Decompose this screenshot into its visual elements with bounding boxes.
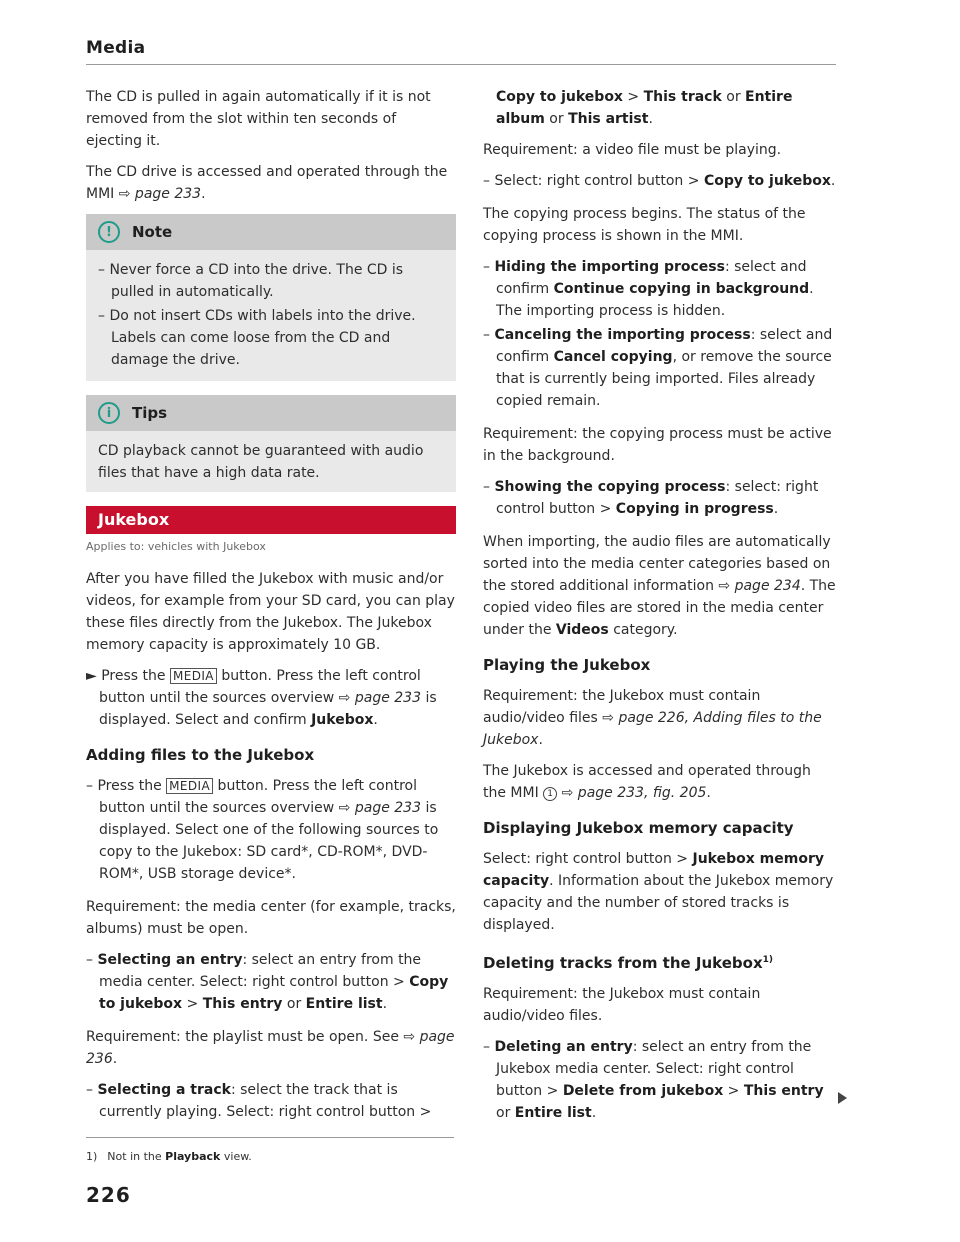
section-title: Media [86, 38, 146, 58]
paragraph: The Jukebox is accessed and operated through the MMI 1 ⇨ page 233, fig. 205. [483, 763, 811, 801]
footnote-rule [86, 1137, 454, 1138]
note-title: Note [132, 223, 173, 241]
applies-to: Applies to: vehicles with Jukebox [86, 540, 266, 553]
subheading: Displaying Jukebox memory capacity [483, 819, 794, 837]
warning-icon: ! [98, 221, 120, 243]
paragraph: Copy to jukebox > This track or Entire album or This artist. [496, 89, 793, 127]
paragraph: Requirement: a video file must be playing. [483, 142, 782, 158]
page-number: 226 [86, 1183, 131, 1207]
step-item: ► Press the MEDIA button. Press the left control button until the sources overview ⇨ page 233 is displayed. Select and confirm Jukebox. [86, 668, 437, 728]
paragraph: The CD drive is accessed and operated through the MMI ⇨ page 233. [86, 164, 448, 202]
media-button: MEDIA [166, 778, 213, 794]
list-item: – Selecting a track: select the track that is currently playing. Select: right control button > [86, 1082, 432, 1120]
header-rule [86, 64, 836, 65]
note-item: – Never force a CD into the drive. The CD is pulled in automatically. [98, 262, 404, 300]
footnote-ref: 1) [762, 955, 774, 965]
page-link[interactable]: ⇨ page 233 [118, 186, 202, 202]
jukebox-heading: Jukebox [86, 506, 456, 534]
list-item: – Canceling the importing process: select and confirm Cancel copying, or remove the source that is currently being imported. Files already copied remain. [483, 327, 833, 409]
page-link[interactable]: ⇨ page 233 [338, 690, 421, 706]
subheading: Adding files to the Jukebox [86, 746, 315, 764]
callout-number: 1 [543, 787, 557, 801]
page-link[interactable]: ⇨ page 226, Adding files to the Jukebox [483, 710, 822, 748]
continue-arrow-icon [838, 1092, 847, 1104]
page-link[interactable]: ⇨ page 236 [86, 1029, 455, 1067]
tips-text: CD playback cannot be guaranteed with audio files that have a high data rate. [98, 443, 424, 481]
footnote: 1) Not in the Playback view. [86, 1150, 252, 1163]
note-box [86, 214, 456, 381]
page-link[interactable]: ⇨ page 234 [718, 578, 801, 594]
subheading: Deleting tracks from the Jukebox$^{1)}$ [483, 954, 774, 972]
paragraph: Requirement: the copying process must be active in the background. [483, 426, 832, 464]
paragraph: Select: right control button > Jukebox memory capacity. Information about the Jukebox memory capacity and the number of stored tracks is displayed. [483, 851, 834, 933]
paragraph: Requirement: the Jukebox must contain audio/video files. [483, 986, 761, 1024]
paragraph: After you have filled the Jukebox with music and/or videos, for example from your SD card, you can play these files directly from the Jukebox. The Jukebox memory capacity is approximately 10 GB. [86, 571, 455, 653]
left-column [86, 86, 456, 1125]
tips-header [86, 395, 456, 431]
paragraph: Requirement: the playlist must be open. See ⇨ page 236. [86, 1029, 455, 1067]
subheading: Playing the Jukebox [483, 656, 651, 674]
list-item: – Hiding the importing process: select and confirm Continue copying in background. The importing process is hidden. [483, 259, 814, 319]
list-item: – Showing the copying process: select: right control button > Copying in progress. [483, 479, 819, 517]
paragraph: Requirement: the media center (for example, tracks, albums) must be open. [86, 899, 456, 937]
paragraph: Requirement: the Jukebox must contain audio/video files ⇨ page 226, Adding files to the Jukebox. [483, 688, 822, 748]
list-item: – Press the MEDIA button. Press the left control button until the sources overview ⇨ page 233 is displayed. Select one of the following sources to copy to the Jukebox: SD card*, CD-ROM*, DVD-ROM*, USB storage device*. [86, 778, 439, 882]
tips-box [86, 395, 456, 492]
media-button: MEDIA [170, 668, 217, 684]
paragraph: The copying process begins. The status of the copying process is shown in the MMI. [483, 206, 806, 244]
page-link[interactable]: ⇨ page 233 [338, 800, 421, 816]
page-link[interactable]: ⇨ page 233, fig. 205 [557, 785, 707, 801]
list-item: – Select: right control button > Copy to jukebox. [483, 173, 836, 189]
tips-title: Tips [132, 404, 168, 422]
paragraph: When importing, the audio files are automatically sorted into the media center categories based on the stored additional information ⇨ page 234. The copied video files are stored in the media center under the Videos category. [483, 534, 836, 638]
list-item: – Selecting an entry: select an entry from the media center. Select: right control button > Copy to jukebox > This entry or Entire list. [86, 952, 449, 1012]
note-item: – Do not insert CDs with labels into the drive. Labels can come loose from the CD and damage the drive. [98, 308, 416, 368]
info-icon: i [98, 402, 120, 424]
note-header [86, 214, 456, 250]
right-column [483, 86, 836, 1126]
list-item: – Deleting an entry: select an entry from the Jukebox media center. Select: right control button > Delete from jukebox > This entry or Entire list. [483, 1039, 824, 1121]
paragraph: The CD is pulled in again automatically if it is not removed from the slot within ten seconds of ejecting it. [86, 89, 431, 149]
